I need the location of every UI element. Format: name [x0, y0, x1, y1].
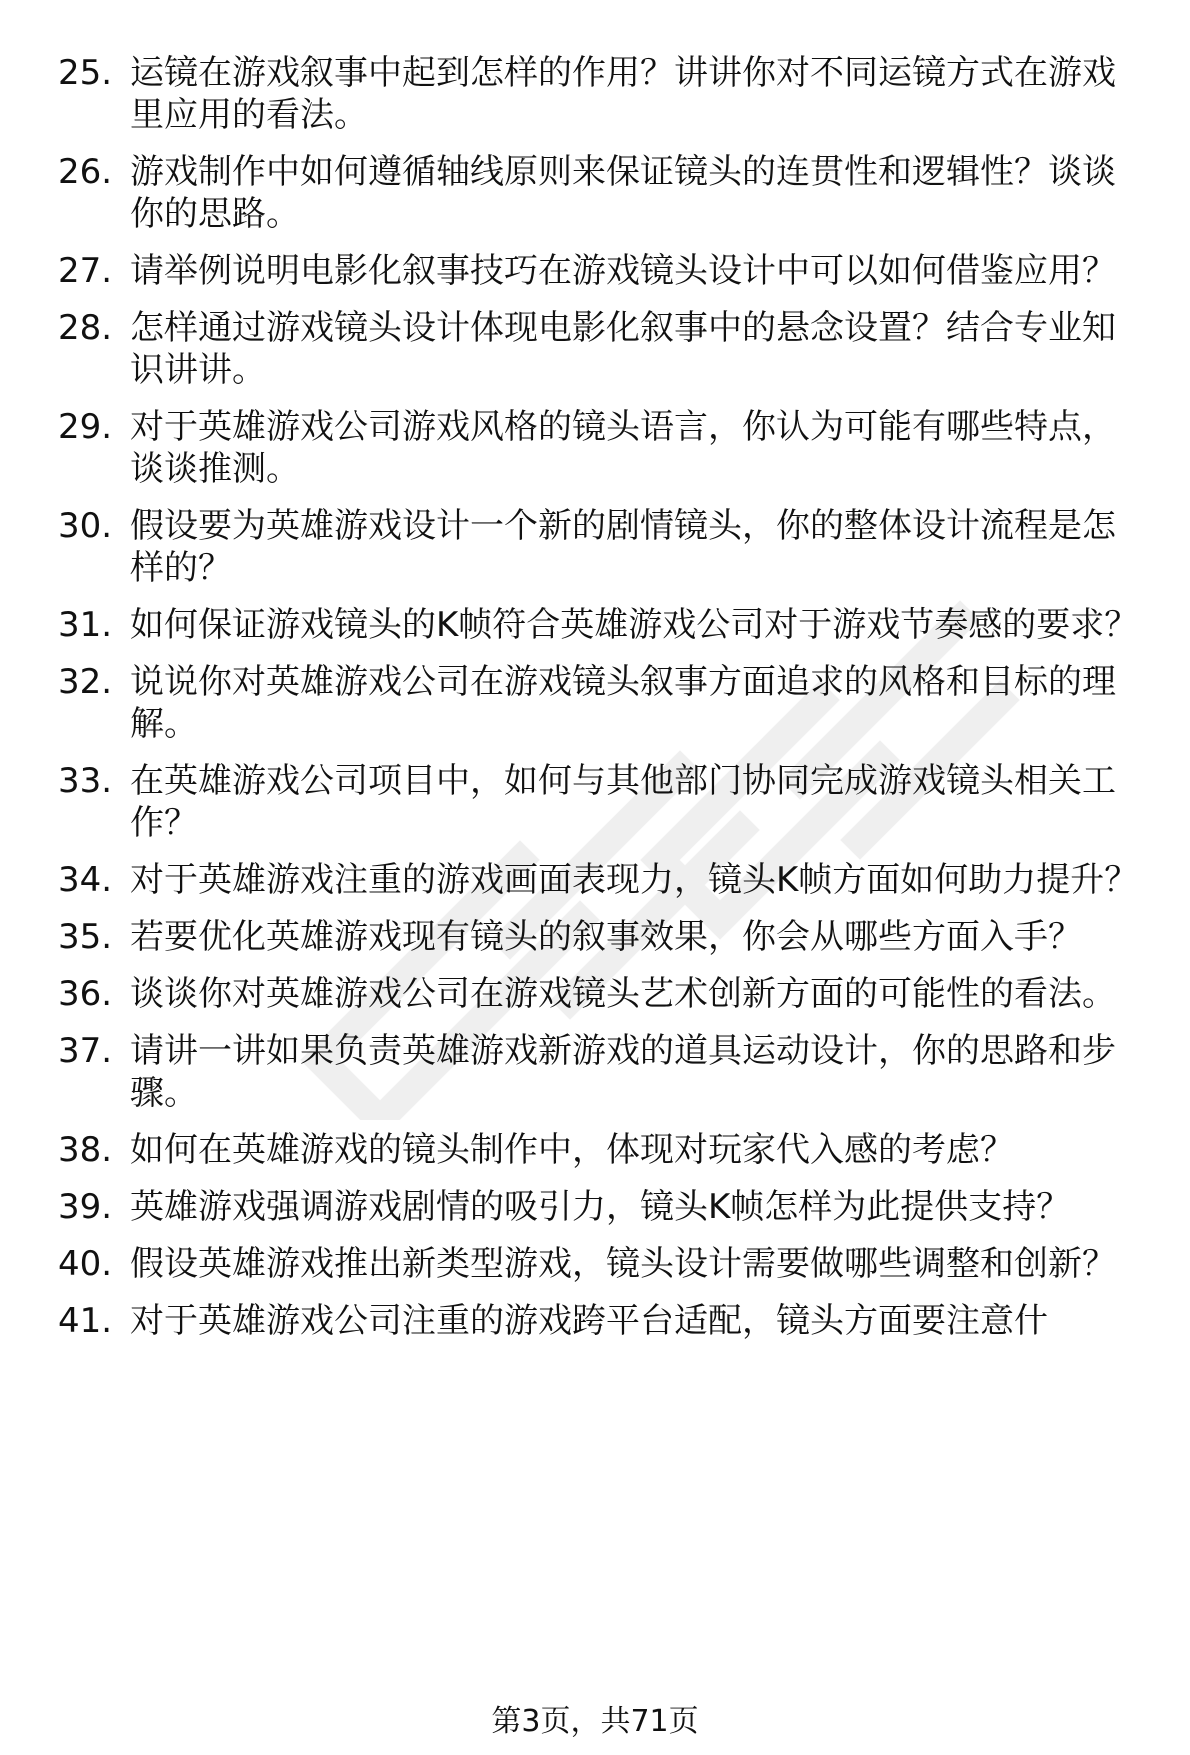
question-number: 31. — [58, 605, 113, 645]
question-item — [58, 151, 1148, 235]
question-item — [58, 760, 1148, 844]
question-text: 说说你对英雄游戏公司在游戏镜头叙事方面追求的风格和目标的理解。 — [130, 662, 1116, 744]
question-number: 37. — [58, 1031, 113, 1071]
question-item — [58, 52, 1148, 136]
question-number: 29. — [58, 407, 113, 447]
question-item — [58, 250, 1148, 292]
question-item — [58, 661, 1148, 745]
question-number: 38. — [58, 1130, 113, 1170]
question-text: 若要优化英雄游戏现有镜头的叙事效果，你会从哪些方面入手？ — [130, 917, 1082, 957]
question-text: 请讲一讲如果负责英雄游戏新游戏的道具运动设计，你的思路和步骤。 — [130, 1031, 1116, 1113]
question-number: 40. — [58, 1244, 113, 1284]
question-text: 假设英雄游戏推出新类型游戏，镜头设计需要做哪些调整和创新？ — [130, 1244, 1116, 1284]
question-number: 25. — [58, 53, 113, 93]
question-list — [58, 52, 1148, 1357]
question-item — [58, 859, 1148, 901]
question-number: 27. — [58, 251, 113, 291]
question-text: 假设要为英雄游戏设计一个新的剧情镜头，你的整体设计流程是怎样的？ — [130, 506, 1116, 588]
question-number: 30. — [58, 506, 113, 546]
question-item — [58, 604, 1148, 646]
question-text: 怎样通过游戏镜头设计体现电影化叙事中的悬念设置？结合专业知识讲讲。 — [130, 308, 1116, 390]
question-text: 对于英雄游戏注重的游戏画面表现力，镜头K帧方面如何助力提升？ — [130, 860, 1139, 900]
question-text: 谈谈你对英雄游戏公司在游戏镜头艺术创新方面的可能性的看法。 — [130, 974, 1116, 1014]
question-item — [58, 406, 1148, 490]
page-number-footer: 第3页，共71页 — [491, 1704, 699, 1739]
question-number: 34. — [58, 860, 113, 900]
question-text: 游戏制作中如何遵循轴线原则来保证镜头的连贯性和逻辑性？谈谈你的思路。 — [130, 152, 1116, 234]
question-item — [58, 505, 1148, 589]
question-item — [58, 973, 1148, 1015]
question-text: 英雄游戏强调游戏剧情的吸引力，镜头K帧怎样为此提供支持？ — [130, 1187, 1071, 1227]
question-text: 如何保证游戏镜头的K帧符合英雄游戏公司对于游戏节奏感的要求？ — [130, 605, 1139, 645]
question-number: 41. — [58, 1301, 113, 1341]
question-number: 35. — [58, 917, 113, 957]
question-text: 运镜在游戏叙事中起到怎样的作用？讲讲你对不同运镜方式在游戏里应用的看法。 — [130, 53, 1116, 135]
question-number: 26. — [58, 152, 113, 192]
question-item — [58, 1030, 1148, 1114]
question-number: 32. — [58, 662, 113, 702]
question-item — [58, 1243, 1148, 1285]
question-text: 在英雄游戏公司项目中，如何与其他部门协同完成游戏镜头相关工作？ — [130, 761, 1116, 843]
question-number: 36. — [58, 974, 113, 1014]
question-text: 对于英雄游戏公司游戏风格的镜头语言，你认为可能有哪些特点，谈谈推测。 — [130, 407, 1116, 489]
question-number: 33. — [58, 761, 113, 801]
question-number: 39. — [58, 1187, 113, 1227]
question-item — [58, 1186, 1148, 1228]
question-item — [58, 307, 1148, 391]
question-text: 请举例说明电影化叙事技巧在游戏镜头设计中可以如何借鉴应用？ — [130, 251, 1116, 291]
question-text: 对于英雄游戏公司注重的游戏跨平台适配，镜头方面要注意什 — [130, 1301, 1048, 1341]
question-number: 28. — [58, 308, 113, 348]
question-text: 如何在英雄游戏的镜头制作中，体现对玩家代入感的考虑？ — [130, 1130, 1014, 1170]
question-item — [58, 916, 1148, 958]
question-item — [58, 1300, 1148, 1342]
question-item — [58, 1129, 1148, 1171]
